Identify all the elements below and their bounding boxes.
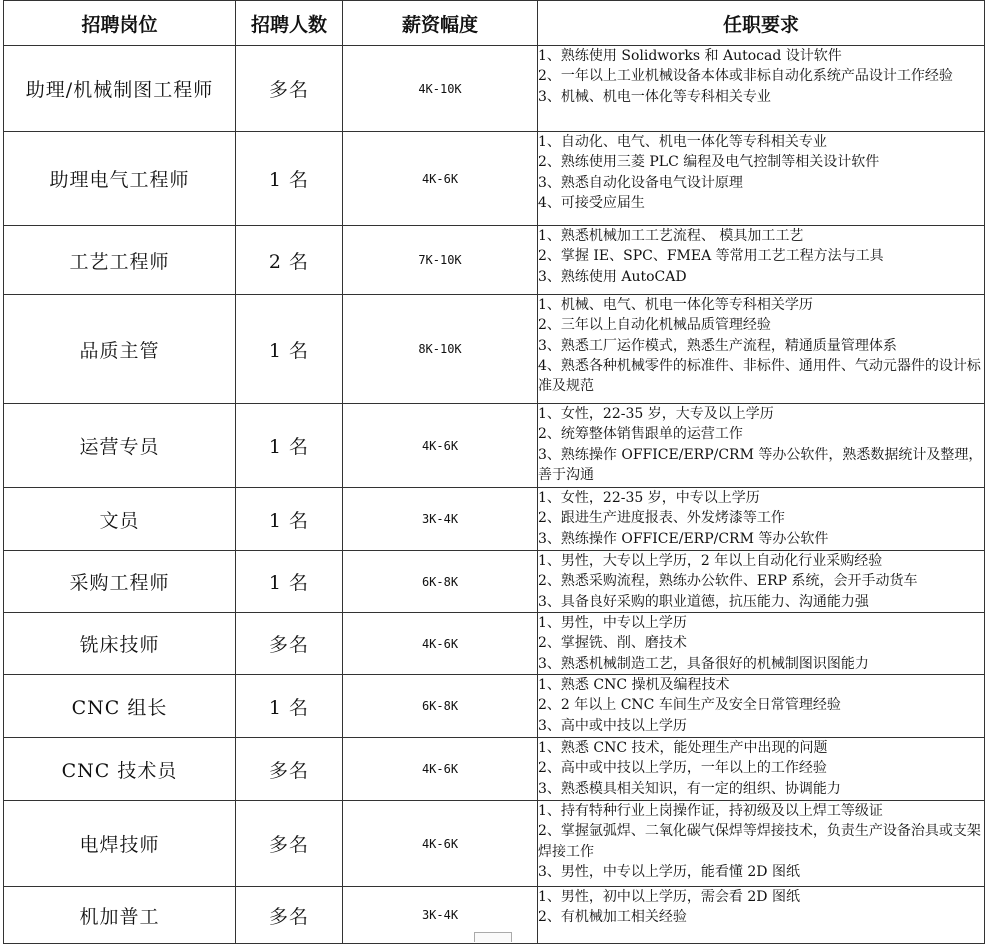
position-cell: 电焊技师 bbox=[4, 801, 236, 887]
requirement-line: 2、掌握铣、削、磨技术 bbox=[538, 635, 687, 652]
requirements-cell bbox=[538, 404, 985, 488]
count-cell: 1 名 bbox=[236, 488, 343, 551]
header-position: 招聘岗位 bbox=[4, 1, 236, 46]
requirements-cell bbox=[538, 675, 985, 738]
requirement-line: 1、男性，中专以上学历 bbox=[538, 615, 687, 631]
salary-cell: 8K-10K bbox=[343, 295, 538, 404]
requirement-line: 2、统筹整体销售跟单的运营工作 bbox=[538, 426, 743, 443]
requirement-line: 1、自动化、电气、机电一体化等专科相关专业 bbox=[538, 134, 827, 150]
requirements-cell bbox=[538, 887, 985, 944]
requirement-line: 1、女性，22-35 岁，中专以上学历 bbox=[538, 490, 760, 506]
requirements-cell bbox=[538, 226, 985, 295]
count-cell: 1 名 bbox=[236, 551, 343, 613]
requirement-line: 2、高中或中技以上学历，一年以上的工作经验 bbox=[538, 760, 827, 777]
requirement-line: 3、熟练使用 AutoCAD bbox=[538, 268, 687, 285]
header-row bbox=[4, 1, 985, 46]
position-cell: 机加普工 bbox=[4, 887, 236, 944]
requirement-line: 3、高中或中技以上学历 bbox=[538, 717, 687, 734]
table-row bbox=[4, 738, 985, 801]
requirement-line: 4、可接受应届生 bbox=[538, 194, 645, 211]
table-row bbox=[4, 295, 985, 404]
position-cell: 运营专员 bbox=[4, 404, 236, 488]
requirement-line: 3、熟悉自动化设备电气设计原理 bbox=[538, 174, 743, 191]
header-requirements: 任职要求 bbox=[538, 1, 985, 46]
requirement-line: 3、熟练操作 OFFICE/ERP/CRM 等办公软件，熟悉数据统计及整理，善于沟通 bbox=[538, 446, 983, 483]
requirement-line: 3、机械、机电一体化等专科相关专业 bbox=[538, 88, 771, 105]
position-cell: 助理/机械制图工程师 bbox=[4, 46, 236, 132]
requirement-line: 4、熟悉各种机械零件的标准件、非标件、通用件、气动元器件的设计标准及规范 bbox=[538, 357, 981, 395]
salary-cell: 3K-4K bbox=[343, 488, 538, 551]
requirement-line: 2、掌握 IE、SPC、FMEA 等常用工艺工程方法与工具 bbox=[538, 248, 884, 265]
table-row bbox=[4, 551, 985, 613]
position-cell: CNC 组长 bbox=[4, 675, 236, 738]
table-row bbox=[4, 132, 985, 226]
requirements-cell bbox=[538, 738, 985, 801]
requirement-line: 3、熟练操作 OFFICE/ERP/CRM 等办公软件 bbox=[538, 530, 829, 547]
recruitment-table bbox=[3, 0, 985, 944]
requirement-line: 2、有机械加工相关经验 bbox=[538, 909, 687, 926]
requirement-line: 1、男性，大专以上学历，2 年以上自动化行业采购经验 bbox=[538, 553, 883, 569]
table-row bbox=[4, 404, 985, 488]
requirement-line: 1、机械、电气、机电一体化等专科相关学历 bbox=[538, 297, 813, 313]
requirement-line: 3、熟悉模具相关知识，有一定的组织、协调能力 bbox=[538, 780, 841, 797]
requirement-line: 1、女性，22-35 岁，大专及以上学历 bbox=[538, 406, 774, 422]
requirement-line: 2、三年以上自动化机械品质管理经验 bbox=[538, 317, 771, 334]
requirement-line: 2、一年以上工业机械设备本体或非标自动化系统产品设计工作经验 bbox=[538, 68, 953, 85]
table-row bbox=[4, 613, 985, 675]
salary-cell: 4K-6K bbox=[343, 738, 538, 801]
table-row bbox=[4, 675, 985, 738]
position-cell: 铣床技师 bbox=[4, 613, 236, 675]
requirement-line: 1、熟练使用 Solidworks 和 Autocad 设计软件 bbox=[538, 48, 842, 64]
requirement-line: 1、男性，初中以上学历，需会看 2D 图纸 bbox=[538, 889, 800, 905]
requirements-cell bbox=[538, 551, 985, 613]
requirement-line: 3、男性，中专以上学历，能看懂 2D 图纸 bbox=[538, 863, 800, 880]
count-cell: 1 名 bbox=[236, 132, 343, 226]
table-row bbox=[4, 801, 985, 887]
salary-cell: 4K-6K bbox=[343, 613, 538, 675]
salary-cell: 6K-8K bbox=[343, 551, 538, 613]
header-count: 招聘人数 bbox=[236, 1, 343, 46]
count-cell: 2 名 bbox=[236, 226, 343, 295]
requirement-line: 1、熟悉 CNC 技术，能处理生产中出现的问题 bbox=[538, 740, 828, 756]
header-salary: 薪资幅度 bbox=[343, 1, 538, 46]
table-row bbox=[4, 46, 985, 132]
position-cell: 工艺工程师 bbox=[4, 226, 236, 295]
requirement-line: 1、熟悉机械加工工艺流程、 模具加工工艺 bbox=[538, 228, 804, 244]
requirement-line: 2、熟练使用三菱 PLC 编程及电气控制等相关设计软件 bbox=[538, 154, 880, 171]
requirements-cell bbox=[538, 488, 985, 551]
count-cell: 多名 bbox=[236, 613, 343, 675]
position-cell: CNC 技术员 bbox=[4, 738, 236, 801]
count-cell: 多名 bbox=[236, 46, 343, 132]
requirement-line: 2、跟进生产进度报表、外发烤漆等工作 bbox=[538, 510, 785, 527]
position-cell: 采购工程师 bbox=[4, 551, 236, 613]
requirement-line: 2、熟悉采购流程，熟练办公软件、ERP 系统，会开手动货车 bbox=[538, 573, 918, 590]
count-cell: 多名 bbox=[236, 738, 343, 801]
requirements-cell bbox=[538, 801, 985, 887]
count-cell: 1 名 bbox=[236, 404, 343, 488]
table-row bbox=[4, 488, 985, 551]
salary-cell: 4K-6K bbox=[343, 801, 538, 887]
requirement-line: 1、持有特种行业上岗操作证，持初级及以上焊工等级证 bbox=[538, 803, 883, 819]
salary-cell: 3K-4K bbox=[343, 887, 538, 944]
position-cell: 品质主管 bbox=[4, 295, 236, 404]
requirement-line: 1、熟悉 CNC 操机及编程技术 bbox=[538, 677, 730, 693]
requirement-line: 2、2 年以上 CNC 车间生产及安全日常管理经验 bbox=[538, 697, 841, 714]
count-cell: 多名 bbox=[236, 801, 343, 887]
position-cell: 助理电气工程师 bbox=[4, 132, 236, 226]
count-cell: 1 名 bbox=[236, 675, 343, 738]
requirement-line: 3、熟悉工厂运作模式，熟悉生产流程，精通质量管理体系 bbox=[538, 337, 897, 354]
count-cell: 1 名 bbox=[236, 295, 343, 404]
salary-cell: 7K-10K bbox=[343, 226, 538, 295]
requirements-cell bbox=[538, 46, 985, 132]
requirement-line: 3、具备良好采购的职业道德，抗压能力、沟通能力强 bbox=[538, 593, 869, 610]
requirements-cell bbox=[538, 295, 985, 404]
salary-cell: 4K-6K bbox=[343, 404, 538, 488]
count-cell: 多名 bbox=[236, 887, 343, 944]
salary-cell: 4K-6K bbox=[343, 132, 538, 226]
table-row bbox=[4, 226, 985, 295]
requirement-line: 2、掌握氩弧焊、二氧化碳气保焊等焊接技术，负责生产设备治具或支架焊接工作 bbox=[538, 823, 981, 860]
requirements-cell bbox=[538, 132, 985, 226]
position-cell: 文员 bbox=[4, 488, 236, 551]
salary-cell: 4K-10K bbox=[343, 46, 538, 132]
requirements-cell bbox=[538, 613, 985, 675]
salary-cell: 6K-8K bbox=[343, 675, 538, 738]
requirement-line: 3、熟悉机械制造工艺，具备很好的机械制图识图能力 bbox=[538, 655, 869, 672]
